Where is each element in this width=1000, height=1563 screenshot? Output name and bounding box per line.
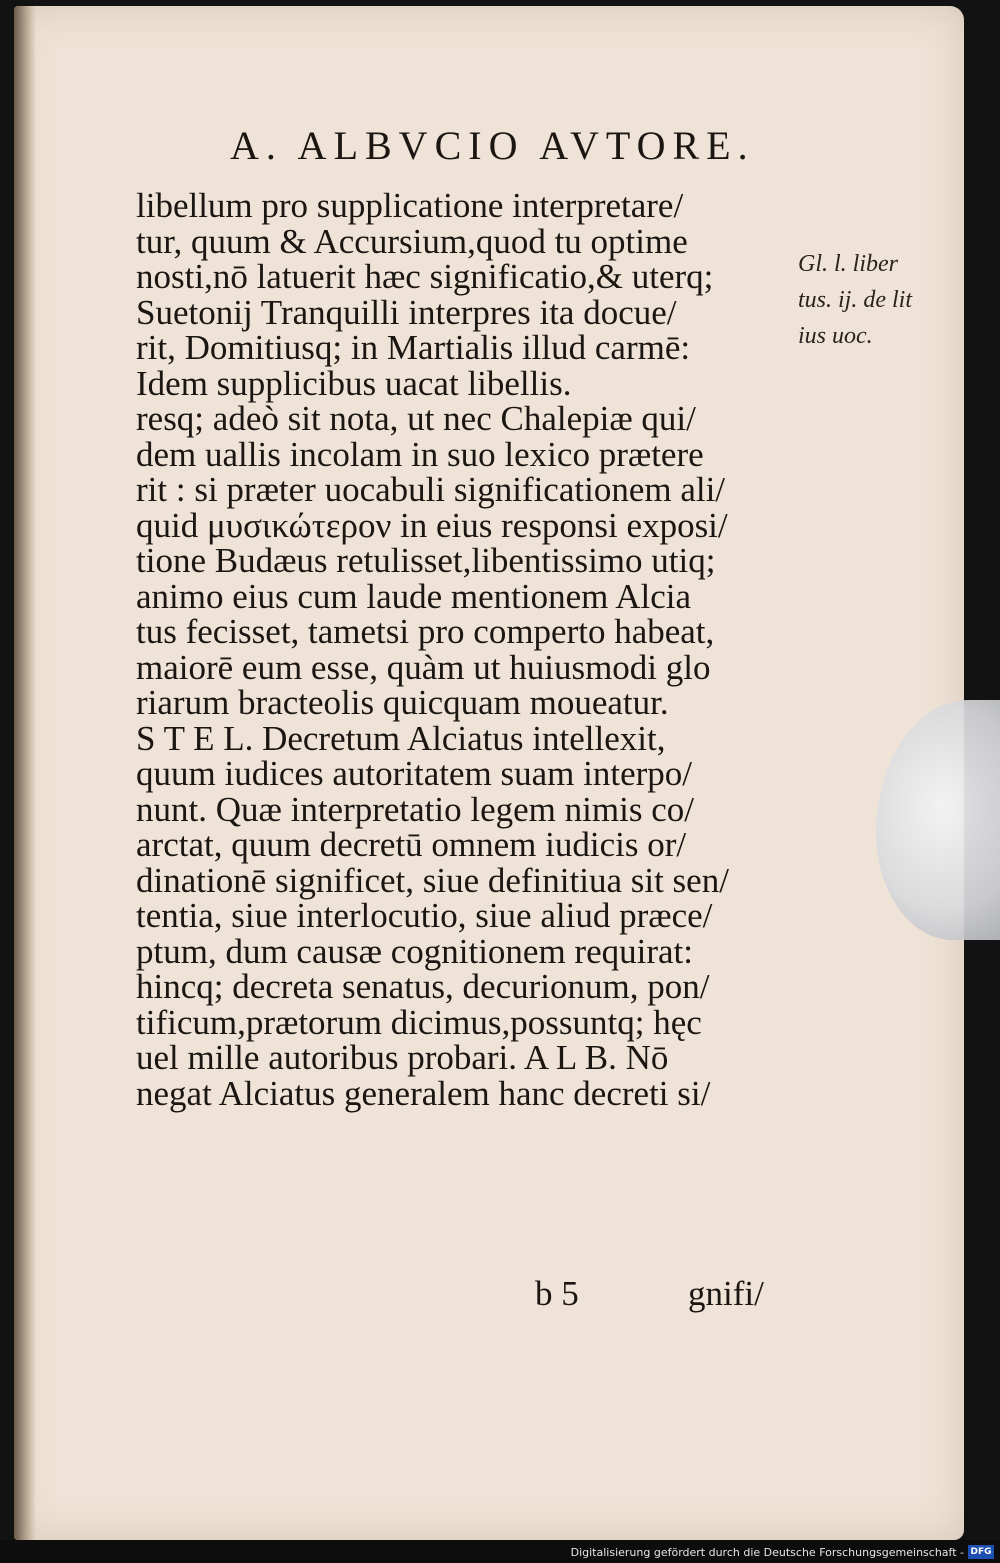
text-line: ptum, dum causæ cognitionem requirat: [136, 931, 693, 971]
body-text [136, 188, 796, 1111]
text-line: animo eius cum laude mentionem Alcia [136, 576, 691, 616]
text-line: libellum pro supplicatione interpretare/ [136, 186, 684, 225]
running-head: A. ALBVCIO AVTORE. [230, 123, 755, 168]
text-line: negat Alciatus generalem hanc decreti si/ [136, 1073, 711, 1113]
text-line: uel mille autoribus probari. A L B. Nō [136, 1038, 669, 1077]
text-line: rit, Domitiusq; in Martialis illud carmē: [136, 328, 691, 367]
text-line: tus fecisset, tametsi pro comperto habeat, [136, 612, 715, 651]
page-gutter-shadow [14, 6, 36, 1540]
text-line: Suetonij Tranquilli interpres ita docue/ [136, 292, 677, 332]
text-line: resq; adeò sit nota, ut nec Chalepiæ qui/ [136, 399, 696, 438]
text-line: Idem supplicibus uacat libellis. [136, 363, 572, 403]
catchword: gnifi/ [688, 1274, 764, 1313]
text-line: quid μυσικώτερον in eius responsi exposi/ [136, 505, 728, 545]
text-line: tur, quum & Accursium,quod tu optime [136, 221, 688, 261]
text-line: riarum bracteolis quicquam moueatur. [136, 683, 669, 722]
text-line: S T E L. Decretum Alciatus intellexit, [136, 718, 666, 758]
text-line: dinationē significet, siue definitiua sit sen/ [136, 860, 729, 900]
text-line: tificum,prætorum dicimus,possuntq; hęc [136, 1002, 702, 1042]
footer-bar [0, 1540, 1000, 1563]
text-line: tione Budæus retulisset,libentissimo utiq; [136, 541, 716, 580]
text-line: dem uallis incolam in suo lexico prætere [136, 434, 704, 474]
text-line: quum iudices autoritatem suam interpo/ [136, 754, 692, 793]
text-line: arctat, quum decretū omnem iudicis or/ [136, 825, 687, 864]
marginal-note: ius uoc. [798, 323, 873, 349]
text-line: nunt. Quæ interpretatio legem nimis co/ [136, 789, 694, 829]
text-line: tentia, siue interlocutio, siue aliud præce/ [136, 896, 713, 935]
signature-mark: b 5 [535, 1274, 579, 1313]
text-line: rit : si præter uocabuli significationem ali/ [136, 470, 726, 509]
marginal-note: tus. ij. de lit [798, 287, 912, 313]
text-line: hincq; decreta senatus, decurionum, pon/ [136, 967, 710, 1006]
text-line: maiorē eum esse, quàm ut huiusmodi glo [136, 647, 711, 687]
marginal-notes [798, 246, 912, 354]
dfg-logo: DFG [968, 1545, 994, 1559]
footer-credit: Digitalisierung gefördert durch die Deutsche Forschungsgemeinschaft - [570, 1546, 964, 1559]
text-line: nosti,nō latuerit hæc significatio,& uterq; [136, 257, 714, 296]
marginal-note: Gl. l. liber [798, 251, 898, 277]
